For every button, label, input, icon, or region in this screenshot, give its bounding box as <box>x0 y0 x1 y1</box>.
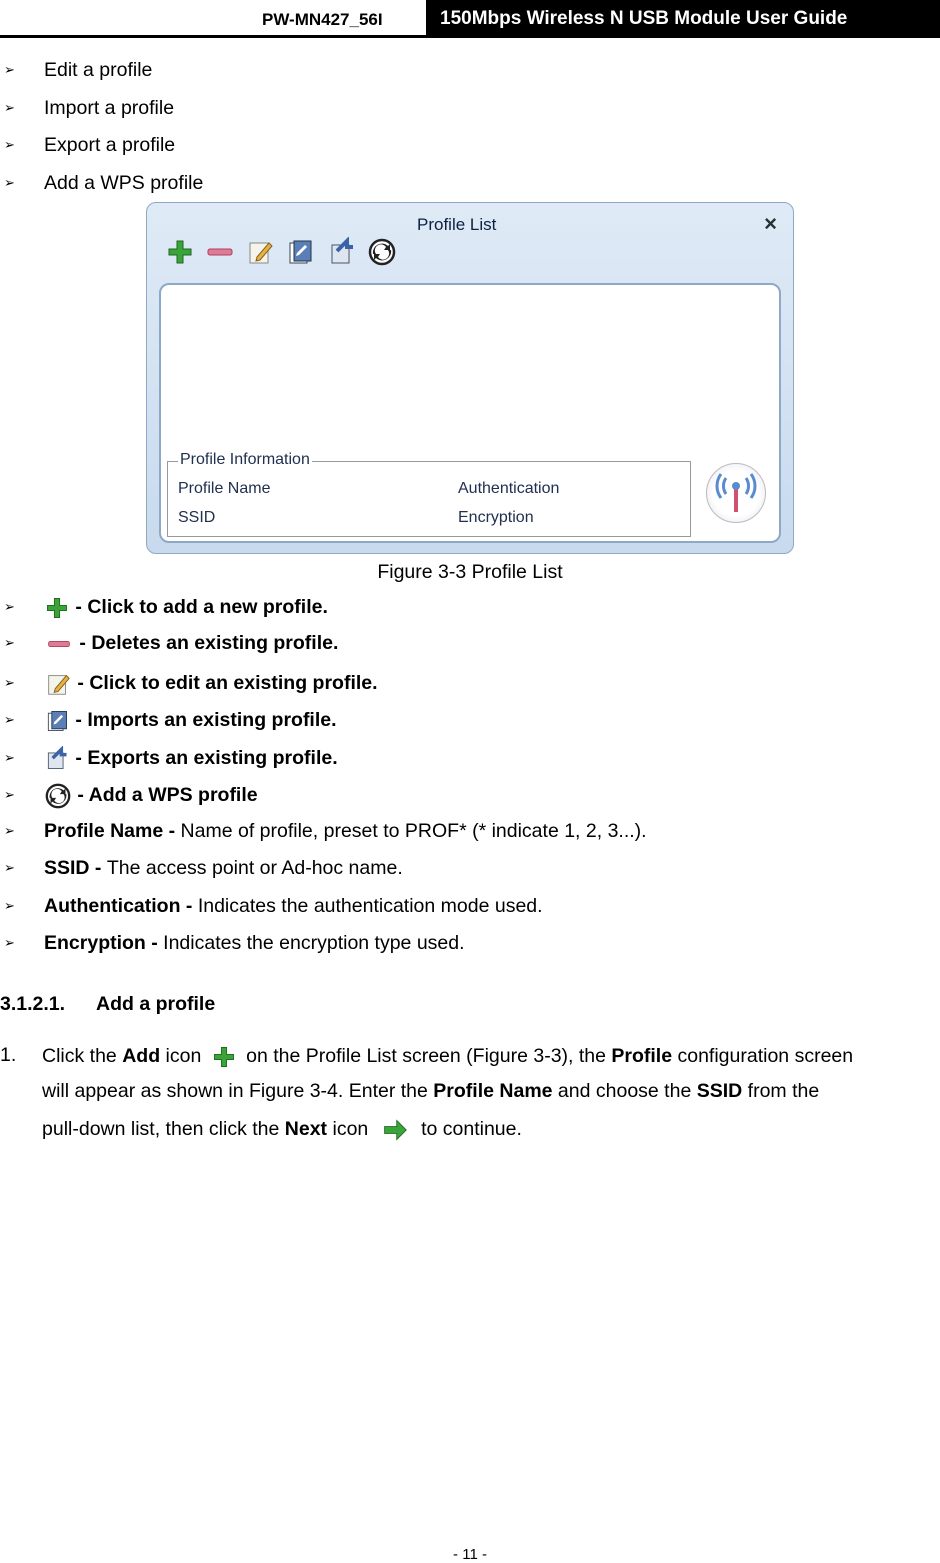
delete-icon[interactable] <box>205 237 235 267</box>
wps-icon[interactable] <box>367 237 397 267</box>
step-number: 1. <box>0 1044 17 1066</box>
model-number: PW-MN427_56I <box>262 10 383 29</box>
step-line-2: will appear as shown in Figure 3-4. Enter the Profile Name and choose the SSID from the <box>42 1080 820 1102</box>
step-line-1: Click the Add icon on the Profile List screen (Figure 3-3), the Profile configuration screen <box>42 1044 940 1070</box>
profile-name-label: Profile Name <box>178 480 271 497</box>
page-header <box>0 0 940 38</box>
add-icon[interactable] <box>165 237 195 267</box>
add-icon <box>44 595 70 621</box>
bullet-arrow-icon: ➢ <box>4 599 15 614</box>
guide-title: 150Mbps Wireless N USB Module User Guide <box>426 0 940 36</box>
step-line-3: pull-down list, then click the Next icon to continue. <box>42 1117 522 1143</box>
export-icon[interactable] <box>327 237 357 267</box>
bullet-arrow-icon: ➢ <box>4 635 15 650</box>
bullet-arrow-icon: ➢ <box>4 137 15 152</box>
bullet-arrow-icon: ➢ <box>4 712 15 727</box>
wps-icon <box>44 782 72 810</box>
profile-list-panel[interactable] <box>159 283 781 543</box>
bullet-arrow-icon: ➢ <box>4 935 15 950</box>
bullet-arrow-icon: ➢ <box>4 898 15 913</box>
export-icon <box>44 746 70 772</box>
authentication-label: Authentication <box>458 480 560 497</box>
group-legend: Profile Information <box>180 451 310 468</box>
import-icon <box>44 708 70 734</box>
bullet-arrow-icon: ➢ <box>4 100 15 115</box>
bullet-arrow-icon: ➢ <box>4 750 15 765</box>
dialog-title: Profile List <box>417 215 497 234</box>
add-icon <box>211 1044 237 1070</box>
bullet-arrow-icon: ➢ <box>4 860 15 875</box>
bullet-arrow-icon: ➢ <box>4 675 15 690</box>
section-number: 3.1.2.1. <box>0 993 66 1015</box>
bullet-arrow-icon: ➢ <box>4 787 15 802</box>
bullet-arrow-icon: ➢ <box>4 62 15 77</box>
bullet-arrow-icon: ➢ <box>4 175 15 190</box>
encryption-label: Encryption <box>458 509 534 526</box>
profile-list-dialog <box>146 202 794 554</box>
page-number: - 11 - <box>453 1546 487 1563</box>
figure-caption: Figure 3-3 Profile List <box>377 561 563 583</box>
delete-icon <box>44 631 74 657</box>
edit-icon[interactable] <box>245 237 275 267</box>
close-icon[interactable]: × <box>764 211 777 236</box>
ssid-label: SSID <box>178 509 216 526</box>
bullet-arrow-icon: ➢ <box>4 823 15 838</box>
next-arrow-icon <box>380 1117 410 1143</box>
edit-icon <box>44 670 72 698</box>
profile-information-group <box>167 451 691 537</box>
import-icon[interactable] <box>285 237 315 267</box>
wireless-signal-icon <box>706 463 766 523</box>
section-title: Add a profile <box>96 993 216 1015</box>
